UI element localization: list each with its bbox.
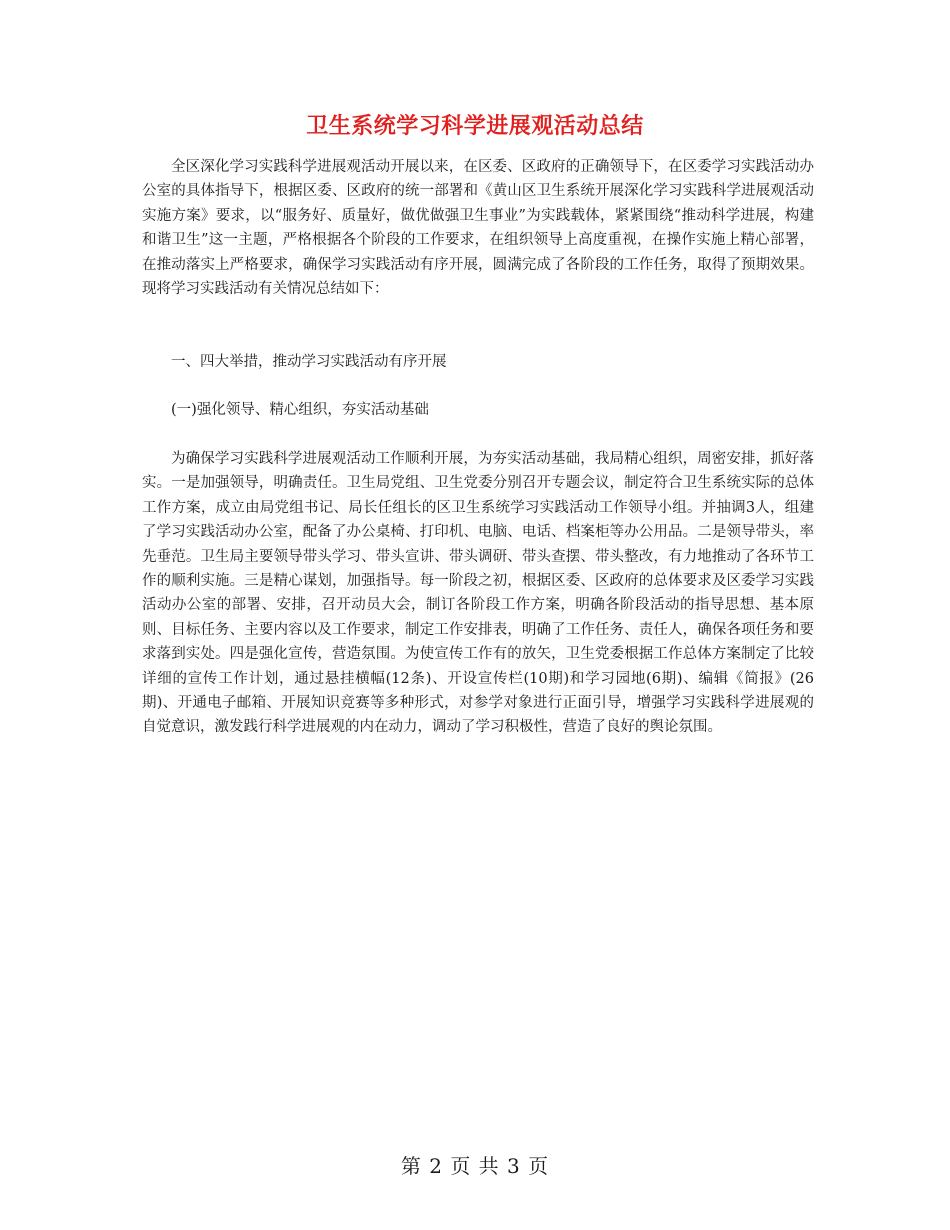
subsection-heading: (一)强化领导、精心组织，夯实活动基础	[171, 402, 429, 418]
section-heading: 一、四大举措，推动学习实践活动有序开展	[171, 354, 447, 370]
document-title: 卫生系统学习科学进展观活动总结	[306, 113, 644, 139]
page-number-footer: 第 2 页 共 3 页	[400, 1154, 550, 1178]
intro-paragraph: 全区深化学习实践科学进展观活动开展以来，在区委、区政府的正确领导下，在区委学习实践活动办公室的具体指导下，根据区委、区政府的统一部署和《黄山区卫生系统开展深化学习实践科学进展观活动实施方案》要求，以“服务好、质量好，做优做强卫生事业”为实践载体，紧紧围绕“推动科学进展，构建和谐卫生”这一主题，严格根据各个阶段的工作要求，在组织领导上高度重视，在操作实施上精心部署，在推动落实上严格要求，确保学习实践活动有序开展，圆满完成了各阶段的工作任务，取得了预期效果。现将学习实践活动有关情况总结如下：	[142, 159, 814, 298]
body-paragraph: 为确保学习实践科学进展观活动工作顺利开展，为夯实活动基础，我局精心组织，周密安排，抓好落实。一是加强领导，明确责任。卫生局党组、卫生党委分别召开专题会议，制定符合卫生系统实际的总体工作方案，成立由局党组书记、局长任组长的区卫生系统学习实践活动工作领导小组。并抽调3人，组建了学习实践活动办公室，配备了办公桌椅、打印机、电脑、电话、档案柜等办公用品。二是领导带头，率先垂范。卫生局主要领导带头学习、带头宣讲、带头调研、带头查摆、带头整改，有力地推动了各环节工作的顺利实施。三是精心谋划，加强指导。每一阶段之初，根据区委、区政府的总体要求及区委学习实践活动办公室的部署、安排，召开动员大会，制订各阶段工作方案，明确各阶段活动的指导思想、基本原则、目标任务、主要内容以及工作要求，制定工作安排表，明确了工作任务、责任人，确保各项任务和要求落到实处。四是强化宣传，营造氛围。为使宣传工作有的放矢，卫生党委根据工作总体方案制定了比较详细的宣传工作计划，通过悬挂横幅(12条)、开设宣传栏(10期)和学习园地(6期)、编辑《简报》(26期)、开通电子邮箱、开展知识竞赛等多种形式，对参学对象进行正面引导，增强学习实践科学进展观的自觉意识，激发践行科学进展观的内在动力，调动了学习积极性，营造了良好的舆论氛围。	[142, 451, 814, 736]
